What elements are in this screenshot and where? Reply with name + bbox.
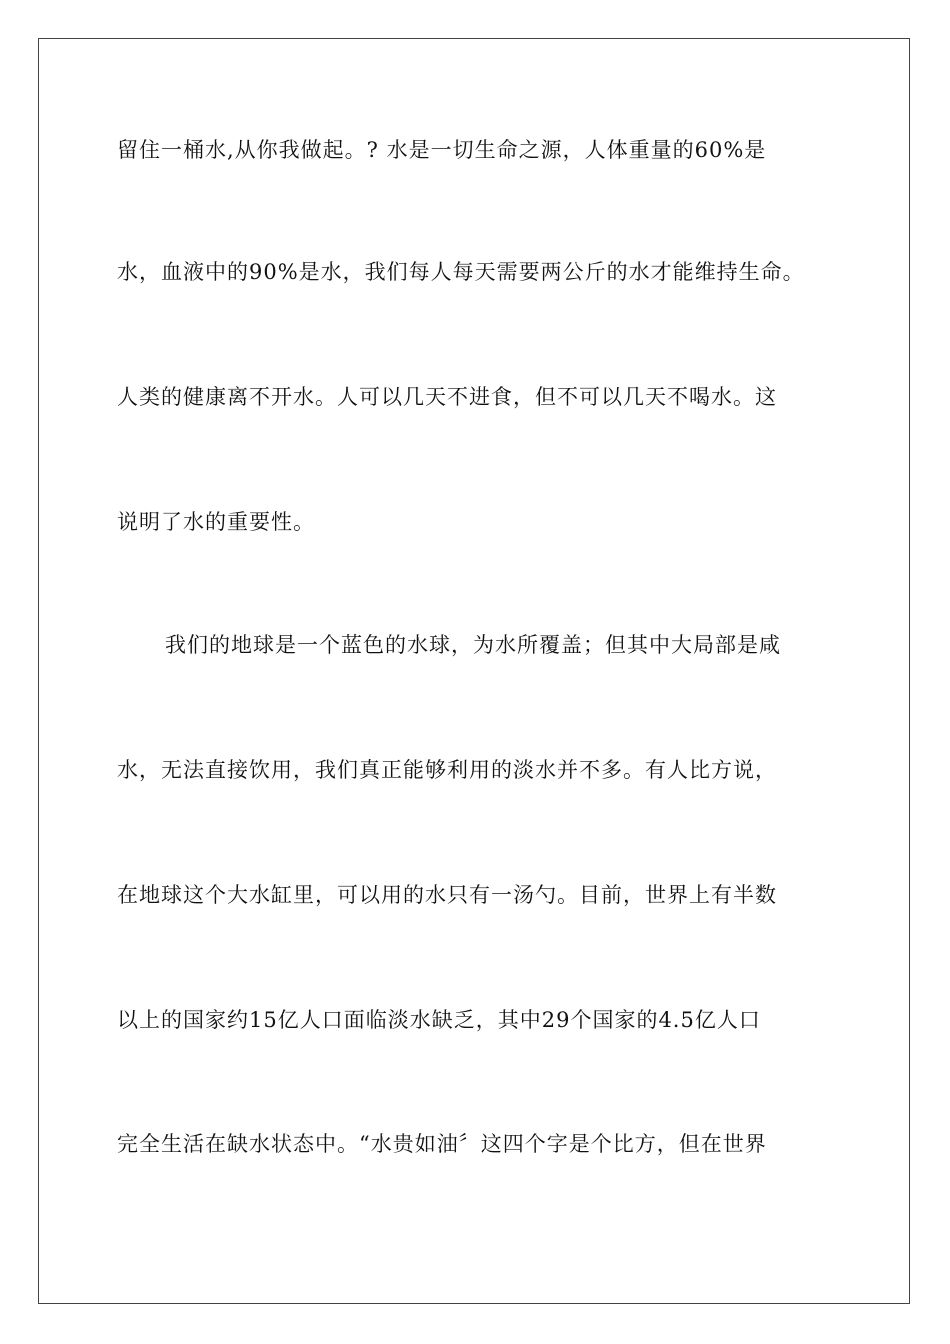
- text-line-4: 说明了水的重要性。: [117, 510, 315, 534]
- text-line-3: 人类的健康离不开水。人可以几天不进食，但不可以几天不喝水。这: [117, 385, 777, 409]
- text-line-1: 留住一桶水,从你我做起。? 水是一切生命之源，人体重量的60%是: [117, 138, 767, 162]
- text-line-5: 我们的地球是一个蓝色的水球，为水所覆盖；但其中大局部是咸: [165, 633, 781, 657]
- text-line-6: 水，无法直接饮用，我们真正能够利用的淡水并不多。有人比方说，: [117, 758, 777, 782]
- text-line-9: 完全生活在缺水状态中。“水贵如油〞这四个字是个比方，但在世界: [117, 1132, 767, 1156]
- page-border: [38, 38, 910, 1304]
- text-line-7: 在地球这个大水缸里，可以用的水只有一汤勺。目前，世界上有半数: [117, 883, 777, 907]
- text-line-8: 以上的国家约15亿人口面临淡水缺乏，其中29个国家的4.5亿人口: [117, 1008, 761, 1032]
- text-line-2: 水，血液中的90%是水，我们每人每天需要两公斤的水才能维持生命。: [117, 260, 805, 284]
